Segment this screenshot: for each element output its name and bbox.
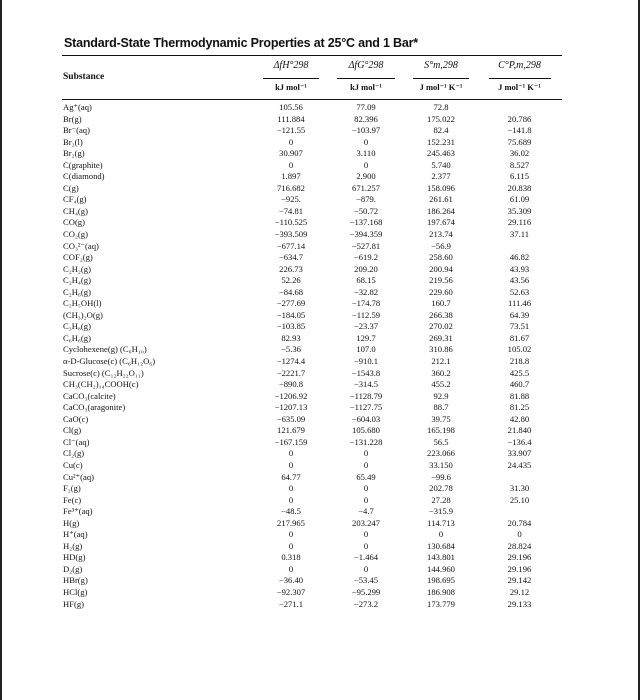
substance-cell: Fe³⁺(aq) (63, 506, 93, 517)
heat-capacity-cell: 75.689 (507, 136, 532, 147)
gibbs-cell: −53.45 (353, 575, 379, 586)
table-row (62, 414, 562, 426)
table-row (62, 379, 562, 391)
enthalpy-cell: −1207.13 (274, 402, 308, 413)
substance-cell: C₂H₅OH(l) (63, 298, 102, 309)
enthalpy-cell: 111.884 (277, 113, 305, 124)
gibbs-cell: −1128.79 (349, 390, 383, 401)
substance-header: Substance (63, 72, 105, 82)
substance-cell: Cu(c) (63, 459, 83, 470)
gibbs-cell: −1543.8 (351, 367, 381, 378)
substance-cell: CH₃(CH₂)₁₄COOH(c) (63, 379, 139, 390)
heat-capacity-cell: 36.02 (509, 148, 530, 159)
table-row (62, 587, 562, 599)
heat-capacity-cell: 73.51 (509, 321, 530, 332)
enthalpy-cell: 0 (288, 563, 294, 574)
entropy-cell: 455.2 (431, 379, 451, 390)
table-row (62, 529, 562, 541)
enthalpy-cell: −36.40 (278, 575, 304, 586)
enthalpy-cell: 0 (288, 483, 294, 494)
gibbs-cell: 0 (363, 448, 369, 459)
table-row (62, 310, 562, 322)
table-row (62, 160, 562, 172)
enthalpy-cell: −121.55 (276, 125, 306, 136)
heat-capacity-cell: 81.25 (509, 402, 530, 413)
substance-cell: Cyclohexene(g) (C₆H₁₀) (63, 344, 147, 355)
table-row (62, 391, 562, 403)
table-row (62, 125, 562, 137)
substance-cell: F₂(g) (63, 483, 81, 494)
gibbs-cell: −910.1 (353, 356, 379, 367)
enthalpy-cell: −890.8 (278, 379, 304, 390)
substance-cell: CH₄(g) (63, 205, 88, 216)
enthalpy-cell: 1.897 (281, 171, 301, 182)
entropy-cell: 258.60 (429, 252, 453, 263)
entropy-cell: 269.31 (429, 332, 453, 343)
gibbs-cell: −23.37 (353, 321, 379, 332)
entropy-cell: 2.377 (431, 171, 451, 182)
substance-cell: Cl(g) (63, 425, 82, 436)
substance-cell: HD(g) (63, 552, 86, 563)
enthalpy-cell: −677.14 (276, 240, 306, 251)
gibbs-cell: 77.09 (356, 102, 376, 112)
enthalpy-cell: 121.679 (277, 425, 305, 436)
gibbs-cell: 0 (363, 494, 369, 505)
heat-capacity-cell: 460.7 (509, 379, 530, 390)
substance-cell: CaCO₃(calcite) (63, 390, 116, 401)
enthalpy-cell: −271.1 (278, 598, 304, 609)
enthalpy-cell: −103.85 (276, 321, 306, 332)
enthalpy-cell: −1274.4 (276, 356, 306, 367)
enthalpy-cell: 226.73 (279, 263, 303, 274)
enthalpy-cell: 0 (288, 159, 294, 170)
entropy-cell: 229.60 (429, 286, 453, 297)
substance-cell: H₂(g) (63, 540, 83, 551)
table-row (62, 102, 562, 114)
entropy-cell: 200.94 (429, 263, 453, 274)
substance-cell: CO₂(g) (63, 229, 88, 240)
gibbs-cell: −4.7 (358, 506, 374, 517)
table-row (62, 287, 562, 299)
enthalpy-cell: 0 (288, 494, 294, 505)
substance-cell: CO(g) (63, 217, 85, 228)
table-row (62, 448, 562, 460)
page-border-left (0, 0, 2, 700)
gibbs-cell: 0 (363, 529, 369, 540)
enthalpy-cell: 52.26 (281, 275, 301, 286)
enthalpy-cell: −393.509 (274, 229, 308, 240)
heat-capacity-cell: −141.8 (507, 125, 532, 136)
heat-capacity-cell: 33.907 (507, 448, 532, 459)
heat-capacity-header: C°P,m,298 (498, 60, 541, 71)
gibbs-cell: −879. (356, 194, 376, 205)
gibbs-cell: −314.5 (353, 379, 379, 390)
gibbs-cell: −604.03 (351, 413, 381, 424)
enthalpy-cell: −92.307 (276, 586, 306, 597)
entropy-cell: 72.8 (433, 102, 449, 112)
substance-cell: Cl₂(g) (63, 448, 85, 459)
entropy-header-underline (413, 78, 469, 79)
enthalpy-cell: −167.159 (274, 436, 308, 447)
enthalpy-cell: −48.5 (281, 506, 301, 517)
heat-capacity-cell: 52.63 (509, 286, 530, 297)
substance-cell: Br(g) (63, 113, 82, 124)
enthalpy-cell: −1206.92 (274, 390, 308, 401)
entropy-cell: 56.5 (433, 436, 449, 447)
substance-cell: CO₃²⁻(aq) (63, 240, 99, 251)
table-row (62, 599, 562, 611)
heat-capacity-cell: 29.116 (507, 217, 532, 228)
entropy-cell: 223.066 (427, 448, 455, 459)
substance-cell: HBr(g) (63, 575, 88, 586)
table-row (62, 356, 562, 368)
substance-cell: H⁺(aq) (63, 529, 88, 540)
table-row (62, 368, 562, 380)
enthalpy-cell: −2221.7 (276, 367, 306, 378)
table-row (62, 321, 562, 333)
entropy-cell: 5.740 (431, 159, 451, 170)
gibbs-cell: 65.49 (356, 471, 376, 482)
gibbs-cell: −32.82 (353, 286, 379, 297)
table-row (62, 518, 562, 530)
heat-capacity-cell: 29.196 (507, 563, 532, 574)
substance-cell: C₂H₄(g) (63, 275, 91, 286)
table-row (62, 564, 562, 576)
heat-capacity-cell: 105.02 (507, 344, 532, 355)
substance-cell: CaO(c) (63, 413, 89, 424)
heat-capacity-cell: 29.196 (507, 552, 532, 563)
gibbs-cell: −527.81 (351, 240, 381, 251)
entropy-cell: 198.695 (427, 575, 455, 586)
gibbs-cell: −174.78 (351, 298, 381, 309)
table-row (62, 344, 562, 356)
table-title: Standard-State Thermodynamic Properties at 25°C and 1 Bar* (64, 36, 418, 50)
entropy-cell: 310.86 (429, 344, 453, 355)
gibbs-cell: 209.20 (354, 263, 378, 274)
entropy-cell: 39.75 (431, 413, 451, 424)
enthalpy-cell: 82.93 (281, 332, 301, 343)
heat-capacity-cell: 42.80 (509, 413, 530, 424)
substance-cell: Cl⁻(aq) (63, 436, 90, 447)
gibbs-cell: −619.2 (353, 252, 379, 263)
gibbs-cell: −50.72 (353, 205, 379, 216)
substance-cell: C₆H₆(g) (63, 332, 91, 343)
table-row (62, 114, 562, 126)
gibbs-unit: kJ mol⁻¹ (350, 82, 382, 92)
table-row (62, 437, 562, 449)
enthalpy-cell: −84.68 (278, 286, 304, 297)
substance-cell: Ag⁺(aq) (63, 102, 92, 112)
enthalpy-cell: 30.907 (279, 148, 303, 159)
heat-capacity-cell: −136.4 (507, 436, 532, 447)
gibbs-cell: −95.299 (351, 586, 381, 597)
substance-cell: Br₂(g) (63, 148, 85, 159)
gibbs-cell: −273.2 (353, 598, 379, 609)
entropy-cell: −315.9 (428, 506, 454, 517)
enthalpy-cell: −277.69 (276, 298, 306, 309)
substance-cell: COF₂(g) (63, 252, 93, 263)
substance-cell: C(graphite) (63, 159, 103, 170)
heat-capacity-cell: 61.09 (509, 194, 530, 205)
substance-cell: C₂H₂(g) (63, 263, 91, 274)
enthalpy-cell: −110.525 (274, 217, 308, 228)
enthalpy-cell: 217.965 (277, 517, 305, 528)
table-row (62, 541, 562, 553)
top-rule (62, 55, 562, 56)
entropy-cell: 88.7 (433, 402, 449, 413)
entropy-cell: 245.463 (427, 148, 455, 159)
heat-capacity-cell: 0 (517, 529, 522, 540)
enthalpy-cell: 716.682 (277, 182, 305, 193)
entropy-cell: 130.684 (427, 540, 455, 551)
gibbs-header: ΔfG°298 (348, 60, 384, 71)
table-row (62, 171, 562, 183)
table-row (62, 506, 562, 518)
gibbs-cell: 671.257 (352, 182, 380, 193)
entropy-cell: 173.779 (427, 598, 455, 609)
heat-capacity-cell: 64.39 (509, 309, 530, 320)
heat-capacity-cell: 425.5 (509, 367, 530, 378)
gibbs-cell: 129.7 (356, 332, 376, 343)
heat-capacity-cell: 37.11 (509, 229, 530, 240)
entropy-cell: 152.231 (427, 136, 455, 147)
enthalpy-cell: −925. (281, 194, 301, 205)
gibbs-cell: 0 (363, 483, 369, 494)
heat-capacity-unit: J mol⁻¹ K⁻¹ (498, 82, 541, 92)
entropy-header: S°m,298 (424, 60, 458, 71)
table-row (62, 194, 562, 206)
table-row (62, 460, 562, 472)
enthalpy-cell: −634.7 (278, 252, 304, 263)
gibbs-cell: −137.168 (349, 217, 383, 228)
gibbs-cell: −394.359 (349, 229, 383, 240)
heat-capacity-cell: 28.824 (507, 540, 532, 551)
heat-capacity-cell: 25.10 (509, 494, 530, 505)
entropy-cell: 360.2 (431, 367, 451, 378)
substance-cell: CaCO₃(aragonite) (63, 402, 126, 413)
enthalpy-header-underline (263, 78, 319, 79)
substance-cell: C₂H₆(g) (63, 286, 91, 297)
entropy-cell: 202.78 (429, 483, 453, 494)
table-row (62, 402, 562, 414)
entropy-cell: −56.9 (431, 240, 451, 251)
enthalpy-header: ΔfH°298 (273, 60, 309, 71)
entropy-cell: 158.096 (427, 182, 455, 193)
table-row (62, 483, 562, 495)
table-row (62, 275, 562, 287)
entropy-cell: 266.38 (429, 309, 453, 320)
heat-capacity-cell: 111.46 (508, 298, 531, 309)
entropy-cell: 0 (438, 529, 444, 540)
substance-cell: D₂(g) (63, 563, 83, 574)
heat-capacity-cell: 46.82 (509, 252, 530, 263)
entropy-cell: 143.801 (427, 552, 455, 563)
table-row (62, 264, 562, 276)
substance-cell: α-D-Glucose(c) (C₆H₁₂O₆) (63, 356, 156, 367)
heat-capacity-cell: 31.30 (509, 483, 530, 494)
entropy-cell: 219.56 (429, 275, 453, 286)
heat-capacity-cell: 6.115 (509, 171, 530, 182)
entropy-cell: 175.022 (427, 113, 455, 124)
entropy-cell: 270.02 (429, 321, 453, 332)
enthalpy-cell: −74.81 (278, 205, 304, 216)
enthalpy-cell: 0 (288, 459, 294, 470)
substance-cell: HCl(g) (63, 586, 88, 597)
header-rule (62, 99, 562, 100)
table-row (62, 148, 562, 160)
gibbs-cell: −1127.75 (349, 402, 383, 413)
entropy-cell: 92.9 (433, 390, 449, 401)
substance-cell: Br⁻(aq) (63, 125, 90, 136)
enthalpy-cell: −5.36 (281, 344, 301, 355)
entropy-cell: 165.198 (427, 425, 455, 436)
gibbs-cell: 0 (363, 136, 369, 147)
enthalpy-cell: −184.05 (276, 309, 306, 320)
table-row (62, 552, 562, 564)
entropy-cell: 160.7 (431, 298, 451, 309)
substance-cell: Cu²⁺(aq) (63, 471, 94, 482)
entropy-unit: J mol⁻¹ K⁻¹ (419, 82, 463, 92)
substance-cell: HF(g) (63, 598, 85, 609)
enthalpy-cell: 0 (288, 529, 294, 540)
heat-capacity-cell: 43.93 (509, 263, 530, 274)
heat-capacity-cell: 21.840 (507, 425, 532, 436)
table-row (62, 183, 562, 195)
gibbs-cell: 105.680 (352, 425, 380, 436)
heat-capacity-header-underline (489, 78, 551, 79)
gibbs-cell: −112.59 (351, 309, 381, 320)
entropy-cell: 186.264 (427, 205, 455, 216)
gibbs-cell: 0 (363, 159, 369, 170)
table-row (62, 495, 562, 507)
heat-capacity-cell: 81.88 (509, 390, 530, 401)
substance-cell: C₃H₈(g) (63, 321, 91, 332)
heat-capacity-cell: 8.527 (509, 159, 530, 170)
gibbs-cell: 0 (363, 459, 369, 470)
substance-cell: CF₄(g) (63, 194, 87, 205)
heat-capacity-cell: 20.784 (507, 517, 532, 528)
table-row (62, 472, 562, 484)
entropy-cell: 197.674 (427, 217, 455, 228)
substance-cell: Br₂(l) (63, 136, 83, 147)
substance-cell: Fe(c) (63, 494, 82, 505)
gibbs-cell: 0 (363, 563, 369, 574)
heat-capacity-cell: 29.133 (507, 598, 532, 609)
table-row (62, 229, 562, 241)
gibbs-cell: −103.97 (351, 125, 381, 136)
enthalpy-cell: 64.77 (281, 471, 301, 482)
enthalpy-cell: 0.318 (281, 552, 301, 563)
entropy-cell: 144.960 (427, 563, 455, 574)
heat-capacity-cell: 20.786 (507, 113, 532, 124)
heat-capacity-cell: 20.838 (507, 182, 532, 193)
enthalpy-unit: kJ mol⁻¹ (275, 82, 307, 92)
gibbs-cell: 68.15 (356, 275, 376, 286)
table-row (62, 425, 562, 437)
enthalpy-cell: 0 (288, 540, 294, 551)
heat-capacity-cell: 81.67 (509, 332, 530, 343)
table-row (62, 137, 562, 149)
heat-capacity-cell: 43.56 (509, 275, 530, 286)
entropy-cell: 261.61 (429, 194, 453, 205)
table-row (62, 206, 562, 218)
heat-capacity-cell: 218.8 (509, 356, 530, 367)
gibbs-cell: 2.900 (356, 171, 376, 182)
enthalpy-cell: 0 (288, 448, 294, 459)
gibbs-cell: 3.110 (356, 148, 376, 159)
substance-cell: C(g) (63, 182, 79, 193)
table-row (62, 333, 562, 345)
table-row (62, 217, 562, 229)
table-row (62, 298, 562, 310)
entropy-cell: 82.4 (433, 125, 449, 136)
table-row (62, 575, 562, 587)
substance-cell: H(g) (63, 517, 80, 528)
gibbs-cell: 0 (363, 540, 369, 551)
entropy-cell: 33.150 (429, 459, 453, 470)
table-row (62, 241, 562, 253)
entropy-cell: 212.1 (431, 356, 451, 367)
gibbs-header-underline (337, 78, 395, 79)
enthalpy-cell: 0 (288, 136, 294, 147)
table-row (62, 252, 562, 264)
gibbs-cell: −131.228 (349, 436, 383, 447)
substance-cell: Sucrose(c) (C₁₂H₂₂O₁₁) (63, 367, 144, 378)
heat-capacity-cell: 29.142 (507, 575, 532, 586)
entropy-cell: 114.713 (427, 517, 455, 528)
entropy-cell: 213.74 (429, 229, 453, 240)
entropy-cell: −99.6 (431, 471, 451, 482)
substance-cell: (CH₃)₂O(g) (63, 309, 103, 320)
heat-capacity-cell: 29.12 (509, 586, 530, 597)
enthalpy-cell: 105.56 (279, 102, 303, 112)
entropy-cell: 27.28 (431, 494, 451, 505)
gibbs-cell: 203.247 (352, 517, 380, 528)
heat-capacity-cell: 24.435 (507, 459, 532, 470)
substance-cell: C(diamond) (63, 171, 105, 182)
gibbs-cell: 107.0 (356, 344, 376, 355)
gibbs-cell: 82.396 (354, 113, 378, 124)
enthalpy-cell: −635.09 (276, 413, 306, 424)
heat-capacity-cell: 35.309 (507, 205, 532, 216)
entropy-cell: 186.908 (427, 586, 455, 597)
thermo-table-body (62, 102, 562, 610)
gibbs-cell: −1.464 (353, 552, 379, 563)
